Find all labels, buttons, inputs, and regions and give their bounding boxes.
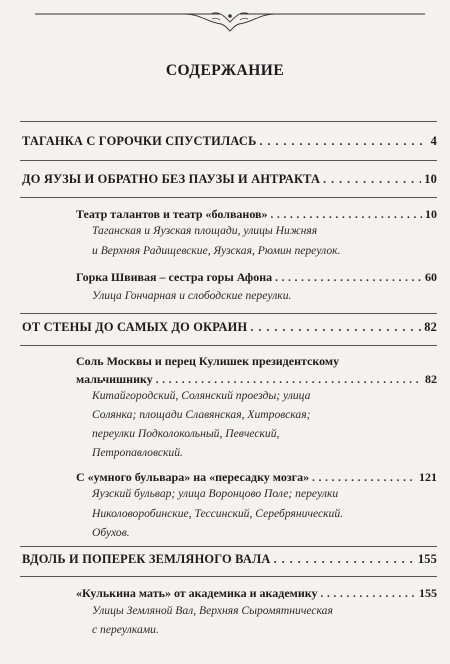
toc-entry-title: Театр талантов и театр «болванов»	[76, 207, 268, 221]
toc-entry-title: ДО ЯУЗЫ И ОБРАТНО БЕЗ ПАУЗЫ И АНТРАКТА	[22, 172, 321, 186]
toc-entry-kulkina	[76, 586, 437, 601]
toc-page-number: 155	[419, 586, 437, 600]
toc-entry-title: ВДОЛЬ И ПОПЕРЕК ЗЕМЛЯНОГО ВАЛА	[22, 552, 271, 566]
toc-page-number: 10	[425, 207, 437, 221]
leader-dots	[274, 552, 415, 567]
ornament-divider-icon	[35, 4, 425, 34]
toc-entry-description: Обухов.	[92, 526, 130, 539]
toc-entry-gorka	[76, 270, 437, 285]
toc-entry-description: Петропавловский.	[92, 446, 183, 459]
toc-entry-description: Солянка; площади Славянская, Хитровская;	[92, 408, 311, 421]
divider	[20, 197, 437, 198]
toc-entry-title: Горка Швивая – сестра горы Афона	[76, 270, 273, 284]
toc-entry-description: с переулками.	[92, 623, 159, 636]
leader-dots	[323, 172, 421, 187]
toc-page-number: 4	[430, 134, 437, 148]
contents-title: СОДЕРЖАНИЕ	[165, 62, 285, 79]
leader-dots	[275, 272, 422, 284]
toc-entry-ot-steny	[22, 320, 437, 335]
divider	[20, 546, 437, 547]
leader-dots	[250, 320, 421, 335]
toc-entry-description: Таганская и Яузская площади, улицы Нижняя	[92, 224, 318, 237]
toc-entry-description: Улица Гончарная и слободские переулки.	[92, 289, 292, 302]
toc-entry-title: «Кулькина мать» от академика и академику	[76, 586, 318, 600]
leader-dots	[312, 472, 416, 484]
toc-entry-description: Улицы Земляной Вал, Верхняя Сыромятническая	[92, 604, 333, 617]
divider	[20, 160, 437, 161]
toc-entry-do-yauzy	[22, 172, 437, 187]
toc-entry-description: Яузский бульвар; улица Воронцово Поле; переулки	[92, 487, 339, 500]
leader-dots	[156, 374, 422, 386]
toc-entry-taganka	[22, 134, 437, 149]
toc-page-number: 82	[425, 372, 437, 386]
toc-entry-description: и Верхняя Радищевские, Яузская, Рюмин переулок.	[92, 244, 341, 257]
toc-entry-description: Китайгородский, Солянский проезды; улица	[92, 389, 311, 402]
toc-entry-title: Соль Москвы и перец Кулишек президентскому	[76, 354, 340, 368]
toc-entry-sol	[76, 372, 437, 387]
toc-entry-description: переулки Подколокольный, Певческий,	[92, 427, 280, 440]
toc-page-number: 60	[425, 270, 437, 284]
divider	[20, 121, 437, 122]
toc-entry-s-umnogo	[76, 470, 437, 485]
divider	[20, 345, 437, 346]
leader-dots	[271, 209, 422, 221]
toc-page-number: 82	[424, 320, 437, 334]
leader-dots	[321, 588, 416, 600]
toc-entry-title: С «умного бульвара» на «пересадку мозга»	[76, 470, 310, 484]
toc-page-number: 155	[417, 552, 437, 566]
toc-entry-title: ОТ СТЕНЫ ДО САМЫХ ДО ОКРАИН	[22, 320, 248, 334]
divider	[20, 576, 437, 577]
toc-entry-title: ТАГАНКА С ГОРОЧКИ СПУСТИЛАСЬ	[22, 134, 257, 148]
toc-page-number: 121	[419, 470, 437, 484]
toc-page-number: 10	[424, 172, 437, 186]
toc-entry-description: Николоворобинские, Тессинский, Серебрянический.	[92, 507, 344, 520]
divider	[20, 313, 437, 314]
toc-entry-title: мальчишнику	[76, 372, 153, 386]
leader-dots	[259, 134, 427, 149]
toc-entry-vdol	[22, 552, 437, 567]
toc-entry-teatr	[76, 207, 437, 222]
